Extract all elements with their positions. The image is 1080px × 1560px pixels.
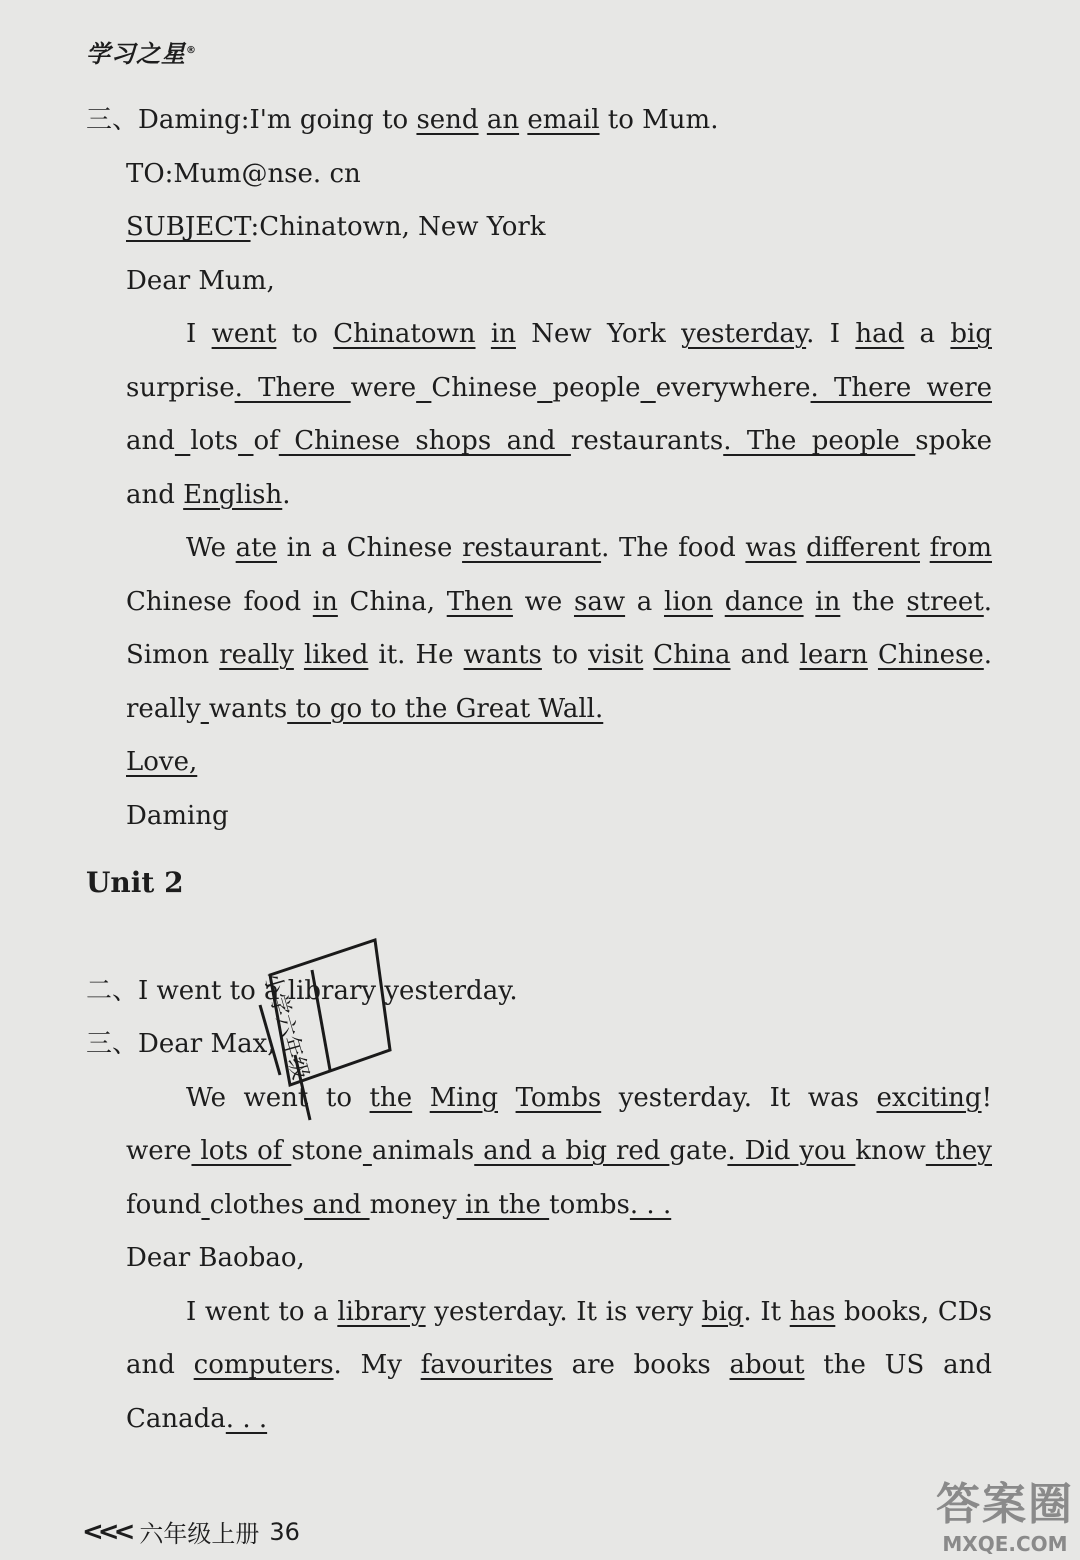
brand-logo: 学习之星® (86, 40, 197, 68)
back-arrows-icon: <<< (82, 1516, 130, 1547)
answer-content (86, 94, 992, 1446)
unit2-q3-greeting2: Dear Baobao, (126, 1243, 305, 1273)
paragraph-line: We went to the Ming Tombs yesterday. It was exciting! (186, 1082, 992, 1113)
email-paragraph-1 (86, 308, 992, 522)
paragraph-line: found clothes and money in the tombs. . . (126, 1189, 672, 1220)
grade-label: 六年级上册 (139, 1520, 260, 1548)
paragraph-line: really wants to go to the Great Wall. (126, 693, 604, 724)
unit-heading: Unit 2 (86, 866, 184, 899)
unit2-q3-paragraph-2 (86, 1286, 992, 1447)
paragraph-line: Canada. . . (126, 1403, 268, 1434)
paragraph-line: Simon really liked it. He wants to visit China and learn Chinese. (126, 640, 992, 670)
paragraph-line: and English. (126, 479, 291, 510)
paragraph-line: were lots of stone animals and a big red gate. Did you know they (126, 1136, 992, 1166)
section3-intro: 三、Daming:I'm going to send an email to Mum. (86, 105, 719, 135)
email-closing: Love, (126, 747, 198, 777)
paragraph-line: I went to a library yesterday. It is very big. It has books, CDs (186, 1296, 992, 1327)
email-greeting: Dear Mum, (126, 265, 275, 296)
email-subject: SUBJECT:Chinatown, New York (126, 212, 546, 242)
page-number: 36 (269, 1517, 300, 1546)
email-to: TO:Mum@nse. cn (126, 158, 361, 189)
paragraph-line: and lots of Chinese shops and restaurants. The people spoke (126, 426, 992, 456)
paragraph-line: We ate in a Chinese restaurant. The food was different from (186, 533, 992, 563)
unit2-q2: 二、I went to a library yesterday. (86, 975, 518, 1006)
stamp-text: 小学六年级 (258, 969, 313, 1083)
page-footer (82, 1514, 300, 1549)
unit2-q3: 三、Dear Max, (86, 1029, 276, 1059)
paragraph-line: I went to Chinatown in New York yesterday. I had a big (186, 319, 992, 349)
unit2-q1 (86, 911, 992, 965)
paragraph-line: surprise. There were Chinese people everywhere. There were (126, 372, 992, 403)
email-paragraph-2 (86, 522, 992, 736)
watermark: 答案圈 MXQE.COM (936, 1479, 1074, 1556)
email-signature: Daming (126, 800, 229, 831)
paragraph-line: Chinese food in China, Then we saw a lion dance in the street. (126, 586, 992, 617)
handwritten-stamp (250, 935, 400, 1125)
paragraph-line: and computers. My favourites are books about the US and (126, 1350, 992, 1380)
unit2-q3-paragraph (86, 1072, 992, 1233)
